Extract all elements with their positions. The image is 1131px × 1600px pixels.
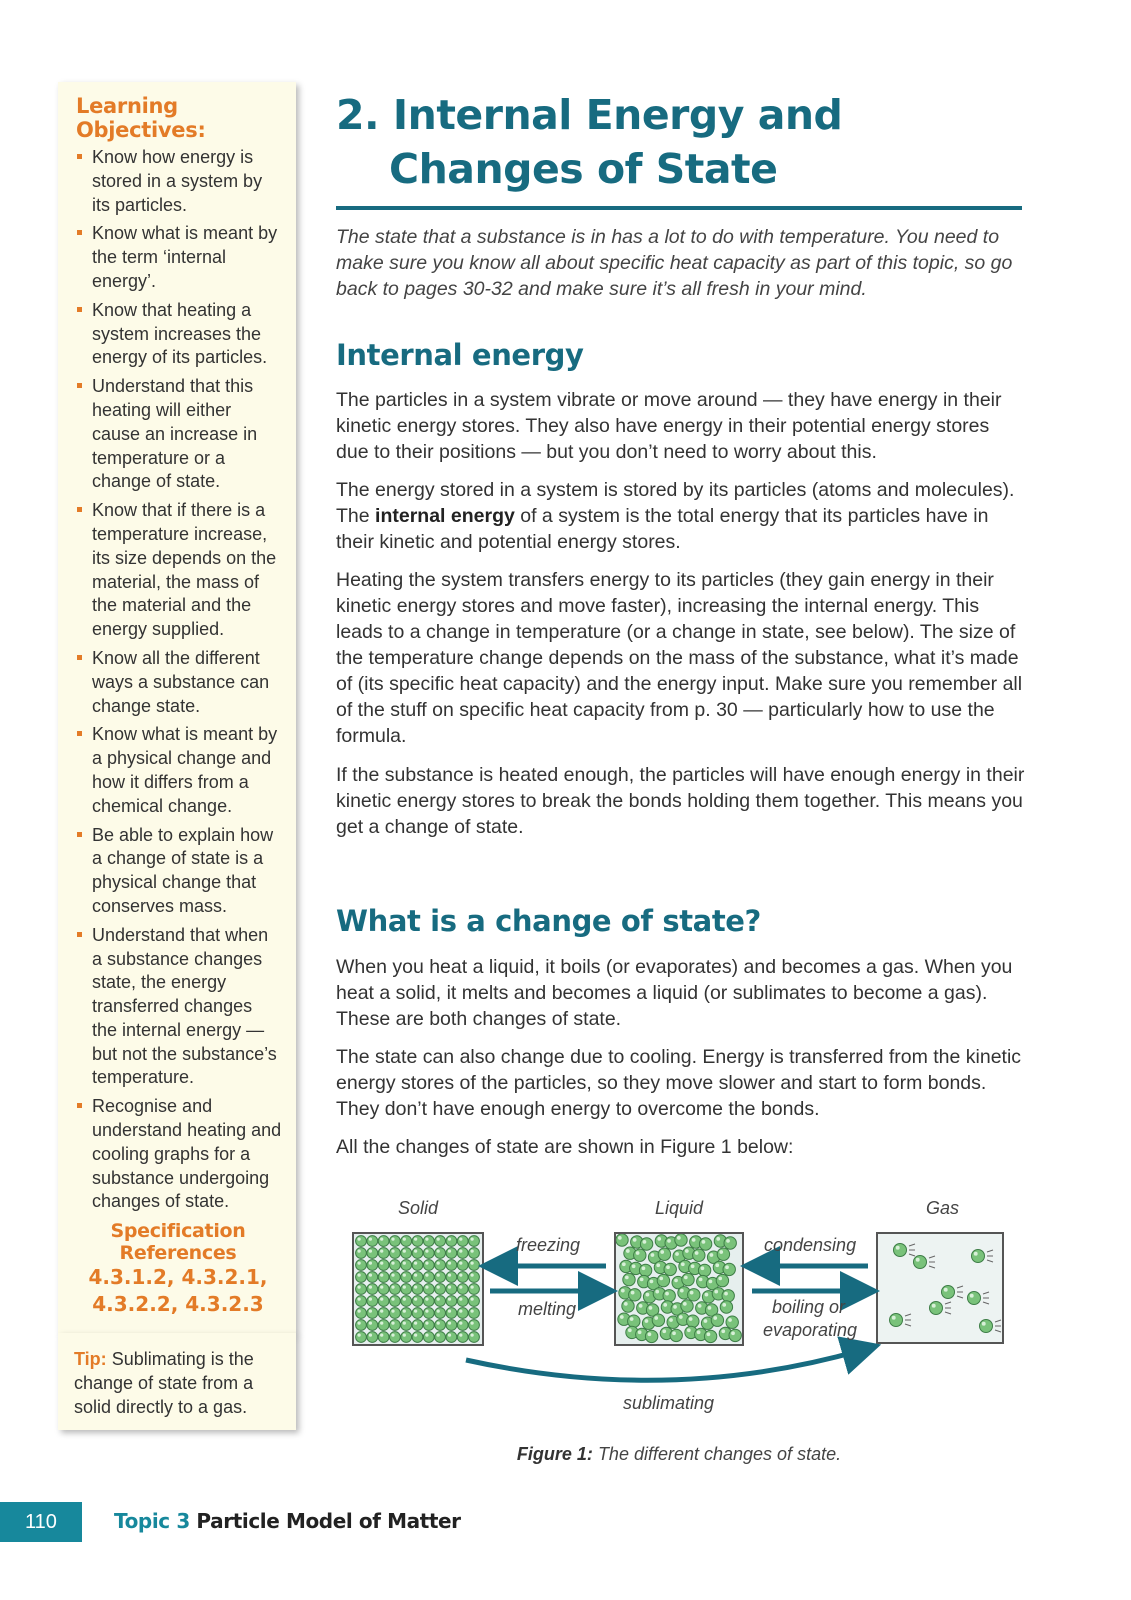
objective-item: Be able to explain how a change of state is a physical change that conserves mass. — [74, 824, 282, 919]
freezing-label: freezing — [516, 1235, 581, 1255]
learning-objectives-panel — [58, 82, 296, 1334]
tip-label: Tip: — [74, 1349, 107, 1369]
objective-item: Know that heating a system increases the energy of its particles. — [74, 299, 282, 370]
paragraph: The state can also change due to cooling. Energy is transferred from the kinetic energy stores of the particles, so they move slower and start to form bonds. They don’t have enough energy to overcome the bonds. — [336, 1046, 1022, 1120]
objective-item: Know that if there is a temperature increase, its size depends on the material, the mass of the material and the energy supplied. — [74, 499, 282, 642]
paragraph: The particles in a system vibrate or move around — they have energy in their kinetic energy stores. They also have energy in their potential energy stores due to their positions — but you don’t need to worry about this. — [336, 389, 1002, 463]
objectives-list — [74, 146, 282, 1214]
boiling-label-line-1: boiling or — [772, 1297, 846, 1317]
objective-item: Know how energy is stored in a system by its particles. — [74, 146, 282, 217]
gas-label: Gas — [926, 1198, 960, 1218]
paragraph — [336, 477, 1026, 555]
page-number: 110 — [0, 1502, 82, 1542]
page-title-line-1: 2. Internal Energy and — [336, 91, 843, 139]
specification-references — [74, 1264, 282, 1318]
objective-item: Know what is meant by a physical change and how it differs from a chemical change. — [74, 723, 282, 818]
sublimating-arrow — [466, 1350, 862, 1380]
changes-of-state-figure — [340, 1190, 1020, 1420]
spec-refs-line-1: 4.3.1.2, 4.3.2.1, — [88, 1265, 268, 1290]
objective-item: Understand that when a substance changes state, the energy transferred changes the internal energy — but not the substance’s temperature. — [74, 924, 282, 1091]
topic-name: Particle Model of Matter — [196, 1509, 461, 1533]
learning-objectives-title: Learning Objectives: — [76, 94, 206, 142]
paragraph: Heating the system transfers energy to its particles (they gain energy in their kinetic energy stores and move faster), increasing the internal energy. This leads to a change in temperature (or a change in state, see below). The size of the temperature change depends on the mass of the substance, what it’s made of (its specific heat capacity) and the energy input. Make sure you remember all of the stuff on specific heat capacity from p. 30 — particularly how to use the formula. — [336, 569, 1023, 747]
paragraph: If the substance is heated enough, the particles will have enough energy in their kinetic energy stores to break the bonds holding them together. This means you get a change of state. — [336, 764, 1025, 838]
section-heading-internal-energy: Internal energy — [336, 338, 584, 372]
section-heading-change-of-state: What is a change of state? — [336, 904, 761, 938]
condensing-label: condensing — [764, 1235, 857, 1255]
objective-item: Understand that this heating will either cause an increase in temperature or a change of state. — [74, 375, 282, 494]
figure-caption-label: Figure 1: — [516, 1444, 593, 1464]
footer-topic — [114, 1509, 461, 1533]
spec-refs-line-2: 4.3.2.2, 4.3.2.3 — [92, 1292, 264, 1317]
boiling-label-line-2: evaporating — [763, 1320, 858, 1340]
objective-item: Recognise and understand heating and cooling graphs for a substance undergoing changes of state. — [74, 1095, 282, 1214]
tip-box — [58, 1333, 296, 1430]
page-title — [336, 88, 842, 196]
tip-text: Sublimating is the change of state from a solid directly to a gas. — [74, 1349, 254, 1417]
solid-label: Solid — [398, 1198, 439, 1218]
sublimating-label: sublimating — [623, 1393, 715, 1413]
figure-caption-text: The different changes of state. — [597, 1444, 842, 1464]
topic-label: Topic 3 — [114, 1509, 190, 1533]
bold-term: internal energy — [375, 505, 515, 527]
melting-label: melting — [518, 1299, 577, 1319]
text-run: The energy stored in a system is stored by its particles (atoms and molecules). The — [336, 479, 1015, 527]
objective-item: Know all the different ways a substance can change state. — [74, 647, 282, 718]
paragraph: All the changes of state are shown in Figure 1 below: — [336, 1136, 794, 1158]
arrows-layer — [340, 1190, 1020, 1420]
paragraph: When you heat a liquid, it boils (or evaporates) and becomes a gas. When you heat a solid, it melts and becomes a liquid (or sublimates to become a gas). These are both changes of state. — [336, 956, 1013, 1030]
page-title-line-2: Changes of State — [389, 145, 778, 193]
liquid-label: Liquid — [655, 1198, 704, 1218]
intro-text: The state that a substance is in has a lot to do with temperature. You need to make sure you know all about specific heat capacity as part of this topic, so go back to pages 30-32 and make sure it’s all fresh in your mind. — [336, 226, 1013, 300]
objective-item: Know what is meant by the term ‘internal energy’. — [74, 222, 282, 293]
figure-caption — [336, 1444, 1022, 1465]
specification-references-title: Specification References — [110, 1220, 246, 1265]
title-divider — [336, 206, 1022, 210]
text-run: of a system is the total energy that its particles have in their kinetic and potential energy stores. — [336, 505, 989, 553]
